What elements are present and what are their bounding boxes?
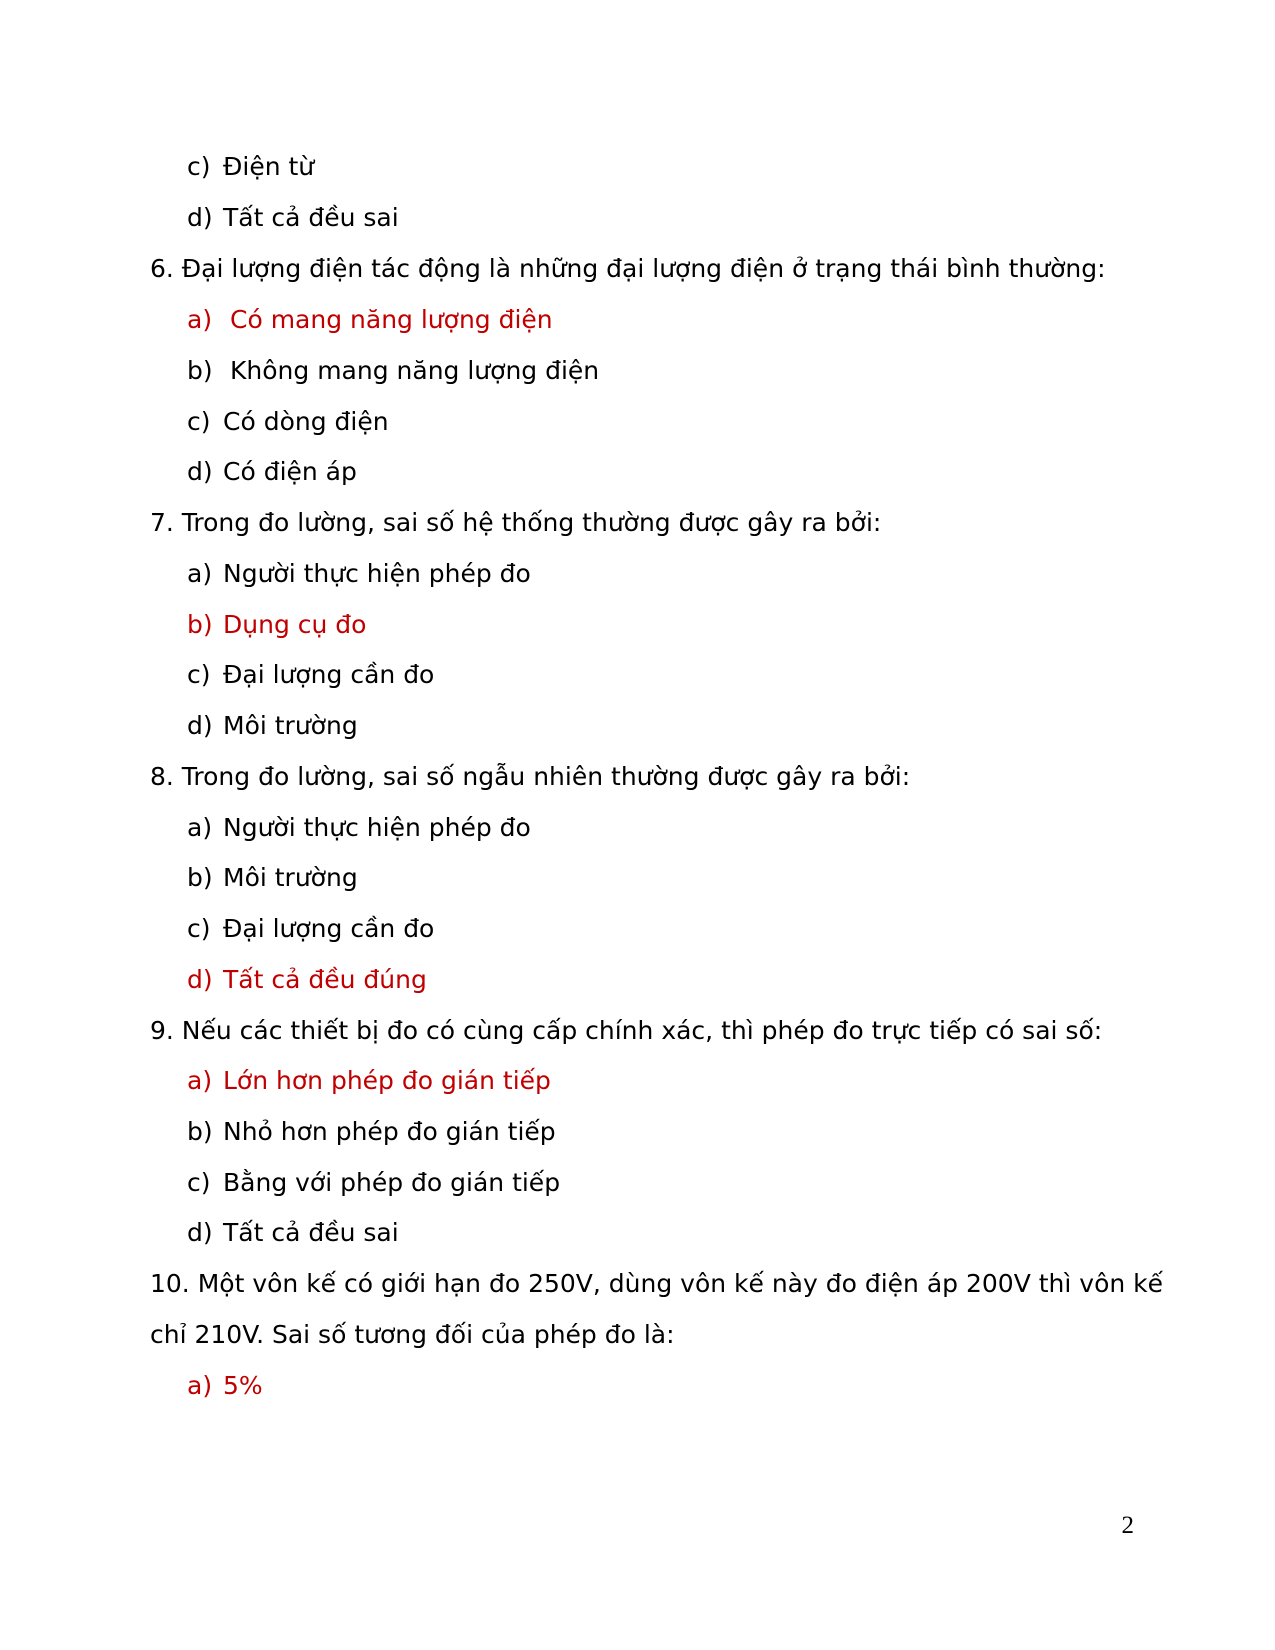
option-letter: c) (187, 1168, 211, 1197)
option-9a-correct (187, 1064, 551, 1098)
option-text: Đại lượng cần đo (223, 914, 435, 943)
option-6d (187, 455, 357, 489)
option-text: Tất cả đều sai (223, 1218, 399, 1247)
option-letter: c) (187, 407, 211, 436)
option-letter: b) (187, 863, 213, 892)
option-text: Không mang năng lượng điện (230, 356, 600, 385)
option-letter: d) (187, 1218, 213, 1247)
option-letter: d) (187, 711, 213, 740)
option-7b-correct (187, 608, 366, 642)
option-8a (187, 811, 531, 845)
option-8d-correct (187, 963, 427, 997)
question-10-line-2: chỉ 210V. Sai số tương đối của phép đo là: (150, 1320, 675, 1349)
option-text: Người thực hiện phép đo (223, 813, 531, 842)
option-text: Môi trường (223, 863, 358, 892)
option-text: Bằng với phép đo gián tiếp (223, 1168, 561, 1197)
option-6b (187, 354, 599, 388)
option-letter: b) (187, 1117, 213, 1146)
page-number: 2 (1121, 1512, 1134, 1539)
option-10a-correct (187, 1369, 263, 1403)
option-text: Tất cả đều sai (223, 203, 399, 232)
option-letter: a) (187, 1066, 213, 1095)
question-8: 8. Trong đo lường, sai số ngẫu nhiên thường được gây ra bởi: (150, 762, 911, 791)
question-9: 9. Nếu các thiết bị đo có cùng cấp chính xác, thì phép đo trực tiếp có sai số: (150, 1016, 1103, 1045)
option-letter: a) (187, 813, 213, 842)
option-7d (187, 709, 358, 743)
option-text: Có dòng điện (223, 407, 389, 436)
option-letter: d) (187, 203, 213, 232)
question-10-line-1: 10. Một vôn kế có giới hạn đo 250V, dùng vôn kế này đo điện áp 200V thì vôn kế (150, 1269, 1164, 1298)
option-7a (187, 557, 531, 591)
option-letter: a) (187, 305, 213, 334)
option-text: Môi trường (223, 711, 358, 740)
option-letter: a) (187, 559, 213, 588)
option-letter: c) (187, 660, 211, 689)
option-9d (187, 1216, 399, 1250)
option-letter: d) (187, 457, 213, 486)
option-text: Tất cả đều đúng (223, 965, 427, 994)
option-letter: c) (187, 152, 211, 181)
option-text: Lớn hơn phép đo gián tiếp (223, 1066, 551, 1095)
question-7: 7. Trong đo lường, sai số hệ thống thường được gây ra bởi: (150, 508, 882, 537)
option-text: Điện từ (223, 152, 315, 181)
option-6a-correct (187, 303, 553, 337)
option-letter: c) (187, 914, 211, 943)
option-text: Có điện áp (223, 457, 357, 486)
option-text: Đại lượng cần đo (223, 660, 435, 689)
option-text: Nhỏ hơn phép đo gián tiếp (223, 1117, 556, 1146)
option-letter: b) (187, 610, 213, 639)
option-9c (187, 1166, 560, 1200)
option-prev-d (187, 201, 399, 235)
option-text: Có mang năng lượng điện (230, 305, 553, 334)
option-letter: d) (187, 965, 213, 994)
option-letter: a) (187, 1371, 213, 1400)
question-6: 6. Đại lượng điện tác động là những đại lượng điện ở trạng thái bình thường: (150, 254, 1106, 283)
option-6c (187, 405, 389, 439)
option-text: Người thực hiện phép đo (223, 559, 531, 588)
option-text: 5% (223, 1371, 263, 1400)
option-text: Dụng cụ đo (223, 610, 367, 639)
option-letter: b) (187, 356, 213, 385)
option-9b (187, 1115, 556, 1149)
option-8c (187, 912, 434, 946)
option-prev-c (187, 150, 314, 184)
option-7c (187, 658, 434, 692)
option-8b (187, 861, 358, 895)
